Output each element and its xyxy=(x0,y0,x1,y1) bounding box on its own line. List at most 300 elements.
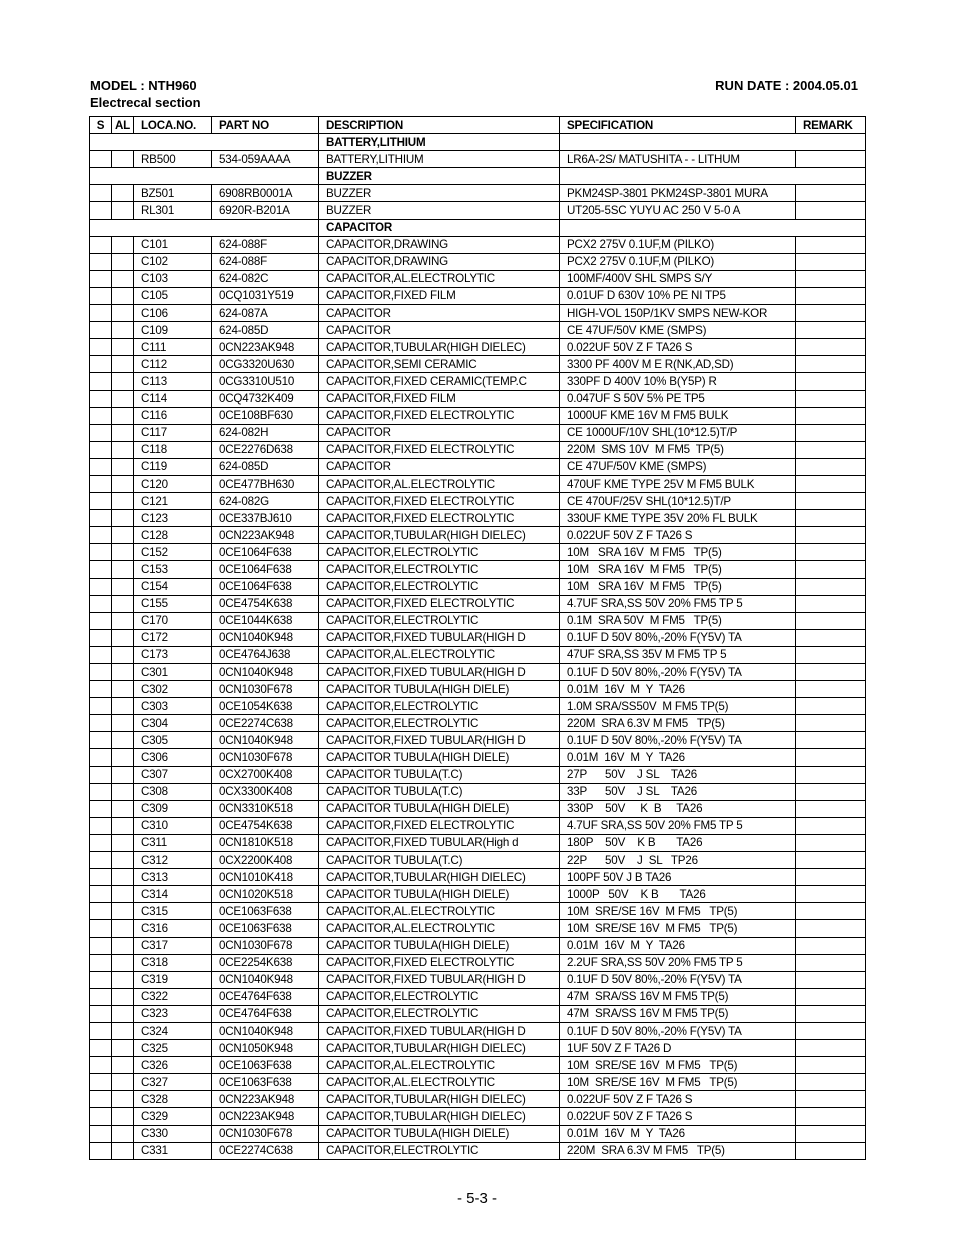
cell-part-no: 0CE2274C638 xyxy=(212,1142,319,1159)
col-header-specification: SPECIFICATION xyxy=(560,117,796,134)
cell-remark xyxy=(796,424,866,441)
cell-specification: LR6A-2S/ MATUSHITA - - LITHUM xyxy=(560,151,796,168)
cell-s xyxy=(90,1040,112,1057)
cell-s xyxy=(90,544,112,561)
cell-description: CAPACITOR,ELECTROLYTIC xyxy=(319,1005,560,1022)
cell-remark xyxy=(796,1125,866,1142)
cell-remark xyxy=(796,458,866,475)
cell-s xyxy=(90,937,112,954)
cell-remark xyxy=(796,561,866,578)
cell-al xyxy=(112,1005,134,1022)
cell-specification: 2.2UF SRA,SS 50V 20% FM5 TP 5 xyxy=(560,954,796,971)
cell-description: CAPACITOR,DRAWING xyxy=(319,253,560,270)
table-row xyxy=(90,185,866,202)
table-row xyxy=(90,1108,866,1125)
table-row xyxy=(90,287,866,304)
table-row xyxy=(90,390,866,407)
cell-part-no: 0CG3310U510 xyxy=(212,373,319,390)
cell-s xyxy=(90,800,112,817)
cell-loca-no: C314 xyxy=(134,886,212,903)
cell-specification: 0.022UF 50V Z F TA26 S xyxy=(560,1108,796,1125)
cell-s xyxy=(90,373,112,390)
cell-s xyxy=(90,390,112,407)
cell-specification: 330PF D 400V 10% B(Y5P) R xyxy=(560,373,796,390)
group-title: BUZZER xyxy=(319,168,560,185)
cell-remark xyxy=(796,407,866,424)
cell-al xyxy=(112,151,134,168)
cell-part-no: 0CE4754K638 xyxy=(212,595,319,612)
cell-s xyxy=(90,236,112,253)
cell-loca-no: C123 xyxy=(134,510,212,527)
cell-description: CAPACITOR,FIXED ELECTROLYTIC xyxy=(319,407,560,424)
cell-loca-no: C155 xyxy=(134,595,212,612)
cell-part-no: 0CX2700K408 xyxy=(212,766,319,783)
cell-s xyxy=(90,407,112,424)
cell-description: CAPACITOR xyxy=(319,424,560,441)
cell-al xyxy=(112,749,134,766)
cell-s xyxy=(90,954,112,971)
cell-description: CAPACITOR,FIXED TUBULAR(High d xyxy=(319,834,560,851)
cell-s xyxy=(90,817,112,834)
cell-remark xyxy=(796,475,866,492)
cell-remark xyxy=(796,1040,866,1057)
cell-specification: 0.1UF D 50V 80%,-20% F(Y5V) TA xyxy=(560,629,796,646)
cell-specification: PCX2 275V 0.1UF,M (PILKO) xyxy=(560,253,796,270)
table-row xyxy=(90,407,866,424)
cell-al xyxy=(112,1142,134,1159)
cell-remark xyxy=(796,852,866,869)
cell-loca-no: C316 xyxy=(134,920,212,937)
cell-description: CAPACITOR,TUBULAR(HIGH DIELEC) xyxy=(319,1108,560,1125)
cell-part-no: 0CN1030F678 xyxy=(212,1125,319,1142)
cell-description: CAPACITOR TUBULA(T.C) xyxy=(319,783,560,800)
cell-specification: HIGH-VOL 150P/1KV SMPS NEW-KOR xyxy=(560,305,796,322)
cell-part-no: 0CN1040K948 xyxy=(212,629,319,646)
cell-remark xyxy=(796,1057,866,1074)
cell-loca-no: C306 xyxy=(134,749,212,766)
col-header-part-no: PART NO xyxy=(212,117,319,134)
table-row xyxy=(90,339,866,356)
cell-specification: 220M SRA 6.3V M FM5 TP(5) xyxy=(560,1142,796,1159)
cell-s xyxy=(90,903,112,920)
cell-al xyxy=(112,595,134,612)
cell-description: CAPACITOR,TUBULAR(HIGH DIELEC) xyxy=(319,339,560,356)
cell-specification: 0.022UF 50V Z F TA26 S xyxy=(560,339,796,356)
cell-remark xyxy=(796,834,866,851)
cell-part-no: 0CX3300K408 xyxy=(212,783,319,800)
cell-part-no: 0CN1050K948 xyxy=(212,1040,319,1057)
cell-remark xyxy=(796,971,866,988)
cell-al xyxy=(112,202,134,219)
cell-al xyxy=(112,493,134,510)
cell-part-no: 0CE1054K638 xyxy=(212,698,319,715)
cell-loca-no: C153 xyxy=(134,561,212,578)
table-row xyxy=(90,629,866,646)
cell-part-no: 0CN1040K948 xyxy=(212,664,319,681)
cell-al xyxy=(112,527,134,544)
cell-specification: 470UF KME TYPE 25V M FM5 BULK xyxy=(560,475,796,492)
cell-remark xyxy=(796,800,866,817)
cell-remark xyxy=(796,322,866,339)
cell-al xyxy=(112,322,134,339)
cell-loca-no: C327 xyxy=(134,1074,212,1091)
cell-s xyxy=(90,1125,112,1142)
cell-specification: 1000P 50V K B TA26 xyxy=(560,886,796,903)
cell-loca-no: C323 xyxy=(134,1005,212,1022)
cell-specification: 10M SRA 16V M FM5 TP(5) xyxy=(560,544,796,561)
cell-part-no: 0CN1810K518 xyxy=(212,834,319,851)
cell-remark xyxy=(796,664,866,681)
cell-specification: 180P 50V K B TA26 xyxy=(560,834,796,851)
cell-description: CAPACITOR,DRAWING xyxy=(319,236,560,253)
cell-part-no: 0CE477BH630 xyxy=(212,475,319,492)
cell-description: CAPACITOR,FIXED TUBULAR(HIGH D xyxy=(319,629,560,646)
cell-part-no: 0CN1030F678 xyxy=(212,681,319,698)
cell-part-no: 624-082C xyxy=(212,270,319,287)
cell-s xyxy=(90,1005,112,1022)
cell-remark xyxy=(796,646,866,663)
cell-description: CAPACITOR,FIXED ELECTROLYTIC xyxy=(319,595,560,612)
cell-s xyxy=(90,1108,112,1125)
cell-specification: 1000UF KME 16V M FM5 BULK xyxy=(560,407,796,424)
cell-loca-no: C330 xyxy=(134,1125,212,1142)
cell-al xyxy=(112,988,134,1005)
parts-table xyxy=(89,116,866,1160)
cell-description: CAPACITOR,FIXED ELECTROLYTIC xyxy=(319,817,560,834)
table-row xyxy=(90,988,866,1005)
cell-remark xyxy=(796,886,866,903)
cell-remark xyxy=(796,305,866,322)
cell-s xyxy=(90,322,112,339)
cell-s xyxy=(90,253,112,270)
cell-specification: 10M SRE/SE 16V M FM5 TP(5) xyxy=(560,903,796,920)
cell-description: CAPACITOR,AL.ELECTROLYTIC xyxy=(319,475,560,492)
cell-description: CAPACITOR,ELECTROLYTIC xyxy=(319,612,560,629)
cell-remark xyxy=(796,920,866,937)
run-date: RUN DATE : 2004.05.01 xyxy=(715,78,858,93)
table-row xyxy=(90,749,866,766)
cell-al xyxy=(112,954,134,971)
cell-description: CAPACITOR,ELECTROLYTIC xyxy=(319,698,560,715)
cell-part-no: 624-088F xyxy=(212,253,319,270)
cell-specification: 330P 50V K B TA26 xyxy=(560,800,796,817)
cell-al xyxy=(112,920,134,937)
table-row xyxy=(90,834,866,851)
cell-s xyxy=(90,185,112,202)
cell-specification: 100PF 50V J B TA26 xyxy=(560,869,796,886)
cell-loca-no: C324 xyxy=(134,1022,212,1039)
cell-specification: 0.1UF D 50V 80%,-20% F(Y5V) TA xyxy=(560,1022,796,1039)
cell-s xyxy=(90,715,112,732)
cell-specification: 0.1UF D 50V 80%,-20% F(Y5V) TA xyxy=(560,971,796,988)
cell-s xyxy=(90,339,112,356)
cell-description: CAPACITOR,AL.ELECTROLYTIC xyxy=(319,1057,560,1074)
cell-description: CAPACITOR,ELECTROLYTIC xyxy=(319,1142,560,1159)
cell-al xyxy=(112,458,134,475)
cell-remark xyxy=(796,373,866,390)
cell-loca-no: C116 xyxy=(134,407,212,424)
cell-remark xyxy=(796,954,866,971)
table-row xyxy=(90,1125,866,1142)
cell-specification: 0.01UF D 630V 10% PE NI TP5 xyxy=(560,287,796,304)
cell-s xyxy=(90,869,112,886)
col-header-loca-no: LOCA.NO. xyxy=(134,117,212,134)
cell-specification: 10M SRE/SE 16V M FM5 TP(5) xyxy=(560,1057,796,1074)
cell-al xyxy=(112,937,134,954)
table-row xyxy=(90,270,866,287)
cell-specification: 0.1UF D 50V 80%,-20% F(Y5V) TA xyxy=(560,664,796,681)
cell-specification: 100MF/400V SHL SMPS S/Y xyxy=(560,270,796,287)
cell-s xyxy=(90,681,112,698)
cell-description: CAPACITOR,SEMI CERAMIC xyxy=(319,356,560,373)
cell-s xyxy=(90,527,112,544)
cell-loca-no: C325 xyxy=(134,1040,212,1057)
group-spacer-cell xyxy=(560,168,866,185)
cell-description: CAPACITOR,FIXED CERAMIC(TEMP.C xyxy=(319,373,560,390)
cell-part-no: 0CE4764J638 xyxy=(212,646,319,663)
cell-description: CAPACITOR TUBULA(HIGH DIELE) xyxy=(319,749,560,766)
cell-loca-no: C109 xyxy=(134,322,212,339)
cell-loca-no: C307 xyxy=(134,766,212,783)
cell-s xyxy=(90,664,112,681)
cell-description: CAPACITOR,ELECTROLYTIC xyxy=(319,715,560,732)
table-row xyxy=(90,151,866,168)
cell-description: CAPACITOR,FIXED TUBULAR(HIGH D xyxy=(319,664,560,681)
cell-part-no: 0CX2200K408 xyxy=(212,852,319,869)
cell-specification: 0.01M 16V M Y TA26 xyxy=(560,937,796,954)
table-row xyxy=(90,373,866,390)
cell-remark xyxy=(796,869,866,886)
cell-description: CAPACITOR xyxy=(319,322,560,339)
cell-loca-no: C106 xyxy=(134,305,212,322)
group-title: BATTERY,LITHIUM xyxy=(319,134,560,151)
cell-s xyxy=(90,441,112,458)
cell-al xyxy=(112,852,134,869)
cell-loca-no: C331 xyxy=(134,1142,212,1159)
table-row xyxy=(90,937,866,954)
cell-remark xyxy=(796,151,866,168)
cell-loca-no: C304 xyxy=(134,715,212,732)
cell-part-no: 0CN223AK948 xyxy=(212,527,319,544)
cell-description: CAPACITOR TUBULA(HIGH DIELE) xyxy=(319,800,560,817)
cell-description: CAPACITOR,AL.ELECTROLYTIC xyxy=(319,270,560,287)
cell-specification: 4.7UF SRA,SS 50V 20% FM5 TP 5 xyxy=(560,595,796,612)
cell-s xyxy=(90,1074,112,1091)
cell-description: CAPACITOR xyxy=(319,305,560,322)
cell-loca-no: C112 xyxy=(134,356,212,373)
cell-part-no: 0CN1030F678 xyxy=(212,937,319,954)
cell-al xyxy=(112,1074,134,1091)
cell-loca-no: C328 xyxy=(134,1091,212,1108)
cell-loca-no: C111 xyxy=(134,339,212,356)
table-row xyxy=(90,1091,866,1108)
cell-al xyxy=(112,681,134,698)
cell-specification: 220M SMS 10V M FM5 TP(5) xyxy=(560,441,796,458)
table-row xyxy=(90,1074,866,1091)
table-row xyxy=(90,356,866,373)
cell-loca-no: RB500 xyxy=(134,151,212,168)
table-body xyxy=(90,134,866,1160)
cell-specification: 1.0M SRA/SS50V M FM5 TP(5) xyxy=(560,698,796,715)
cell-part-no: 624-087A xyxy=(212,305,319,322)
cell-s xyxy=(90,766,112,783)
cell-loca-no: C103 xyxy=(134,270,212,287)
cell-remark xyxy=(796,698,866,715)
cell-specification: 33P 50V J SL TA26 xyxy=(560,783,796,800)
cell-loca-no: C326 xyxy=(134,1057,212,1074)
cell-part-no: 0CE1064F638 xyxy=(212,544,319,561)
cell-loca-no: C305 xyxy=(134,732,212,749)
cell-loca-no: C170 xyxy=(134,612,212,629)
cell-specification: 3300 PF 400V M E R(NK,AD,SD) xyxy=(560,356,796,373)
table-row xyxy=(90,920,866,937)
cell-remark xyxy=(796,441,866,458)
cell-specification: 1UF 50V Z F TA26 D xyxy=(560,1040,796,1057)
cell-al xyxy=(112,664,134,681)
cell-part-no: 0CN223AK948 xyxy=(212,339,319,356)
cell-al xyxy=(112,766,134,783)
cell-s xyxy=(90,749,112,766)
cell-al xyxy=(112,834,134,851)
cell-s xyxy=(90,270,112,287)
cell-remark xyxy=(796,681,866,698)
cell-part-no: 624-085D xyxy=(212,458,319,475)
cell-remark xyxy=(796,185,866,202)
cell-s xyxy=(90,971,112,988)
cell-description: CAPACITOR,AL.ELECTROLYTIC xyxy=(319,646,560,663)
cell-al xyxy=(112,544,134,561)
cell-loca-no: C119 xyxy=(134,458,212,475)
cell-loca-no: C302 xyxy=(134,681,212,698)
cell-loca-no: C319 xyxy=(134,971,212,988)
cell-loca-no: C308 xyxy=(134,783,212,800)
cell-remark xyxy=(796,1108,866,1125)
cell-s xyxy=(90,612,112,629)
cell-loca-no: C315 xyxy=(134,903,212,920)
cell-specification: 330UF KME TYPE 35V 20% FL BULK xyxy=(560,510,796,527)
cell-part-no: 0CE4764F638 xyxy=(212,988,319,1005)
cell-remark xyxy=(796,937,866,954)
cell-s xyxy=(90,629,112,646)
cell-al xyxy=(112,1108,134,1125)
cell-al xyxy=(112,1022,134,1039)
cell-al xyxy=(112,441,134,458)
col-header-description: DESCRIPTION xyxy=(319,117,560,134)
cell-specification: 0.022UF 50V Z F TA26 S xyxy=(560,1091,796,1108)
table-row xyxy=(90,681,866,698)
table-row xyxy=(90,305,866,322)
cell-description: CAPACITOR xyxy=(319,458,560,475)
table-row xyxy=(90,578,866,595)
section-title: Electrecal section xyxy=(90,95,201,110)
cell-s xyxy=(90,920,112,937)
cell-remark xyxy=(796,1142,866,1159)
cell-remark xyxy=(796,783,866,800)
table-row xyxy=(90,1022,866,1039)
cell-s xyxy=(90,834,112,851)
cell-description: CAPACITOR,FIXED ELECTROLYTIC xyxy=(319,493,560,510)
cell-part-no: 6908RB0001A xyxy=(212,185,319,202)
cell-al xyxy=(112,270,134,287)
cell-al xyxy=(112,646,134,663)
group-header-row xyxy=(90,219,866,236)
cell-loca-no: C318 xyxy=(134,954,212,971)
cell-remark xyxy=(796,715,866,732)
table-row xyxy=(90,698,866,715)
cell-description: CAPACITOR,ELECTROLYTIC xyxy=(319,578,560,595)
table-row xyxy=(90,817,866,834)
cell-description: CAPACITOR TUBULA(T.C) xyxy=(319,852,560,869)
cell-specification: 10M SRE/SE 16V M FM5 TP(5) xyxy=(560,920,796,937)
cell-description: CAPACITOR,AL.ELECTROLYTIC xyxy=(319,903,560,920)
cell-remark xyxy=(796,595,866,612)
cell-loca-no: C322 xyxy=(134,988,212,1005)
cell-description: CAPACITOR TUBULA(HIGH DIELE) xyxy=(319,1125,560,1142)
table-row xyxy=(90,475,866,492)
table-row xyxy=(90,458,866,475)
cell-part-no: 0CE2274C638 xyxy=(212,715,319,732)
cell-s xyxy=(90,1091,112,1108)
cell-specification: 0.022UF 50V Z F TA26 S xyxy=(560,527,796,544)
table-row xyxy=(90,544,866,561)
cell-part-no: 0CE1063F638 xyxy=(212,1074,319,1091)
table-row xyxy=(90,766,866,783)
table-row xyxy=(90,646,866,663)
cell-description: CAPACITOR,FIXED FILM xyxy=(319,287,560,304)
cell-part-no: 0CN1040K948 xyxy=(212,971,319,988)
cell-al xyxy=(112,1091,134,1108)
cell-al xyxy=(112,886,134,903)
cell-remark xyxy=(796,390,866,407)
cell-specification: 47M SRA/SS 16V M FM5 TP(5) xyxy=(560,1005,796,1022)
cell-loca-no: C120 xyxy=(134,475,212,492)
cell-description: CAPACITOR,FIXED ELECTROLYTIC xyxy=(319,441,560,458)
cell-s xyxy=(90,561,112,578)
cell-specification: 0.01M 16V M Y TA26 xyxy=(560,681,796,698)
table-row xyxy=(90,1142,866,1159)
cell-description: BATTERY,LITHIUM xyxy=(319,151,560,168)
cell-al xyxy=(112,715,134,732)
cell-al xyxy=(112,510,134,527)
cell-loca-no: C317 xyxy=(134,937,212,954)
table-row xyxy=(90,971,866,988)
cell-part-no: 0CE2276D638 xyxy=(212,441,319,458)
group-spacer-cell xyxy=(90,168,319,185)
cell-part-no: 0CE1063F638 xyxy=(212,903,319,920)
cell-part-no: 0CQ4732K409 xyxy=(212,390,319,407)
table-row xyxy=(90,800,866,817)
cell-loca-no: C101 xyxy=(134,236,212,253)
cell-loca-no: RL301 xyxy=(134,202,212,219)
table-row xyxy=(90,510,866,527)
cell-specification: CE 1000UF/10V SHL(10*12.5)T/P xyxy=(560,424,796,441)
cell-part-no: 534-059AAAA xyxy=(212,151,319,168)
cell-s xyxy=(90,1057,112,1074)
cell-specification: 10M SRA 16V M FM5 TP(5) xyxy=(560,578,796,595)
cell-loca-no: C118 xyxy=(134,441,212,458)
cell-loca-no: C152 xyxy=(134,544,212,561)
cell-remark xyxy=(796,766,866,783)
cell-specification: CE 47UF/50V KME (SMPS) xyxy=(560,458,796,475)
cell-specification: 0.01M 16V M Y TA26 xyxy=(560,749,796,766)
cell-specification: 4.7UF SRA,SS 50V 20% FM5 TP 5 xyxy=(560,817,796,834)
cell-part-no: 0CE1044K638 xyxy=(212,612,319,629)
cell-s xyxy=(90,1142,112,1159)
table-row xyxy=(90,852,866,869)
cell-loca-no: C117 xyxy=(134,424,212,441)
cell-remark xyxy=(796,202,866,219)
cell-specification: 0.1UF D 50V 80%,-20% F(Y5V) TA xyxy=(560,732,796,749)
